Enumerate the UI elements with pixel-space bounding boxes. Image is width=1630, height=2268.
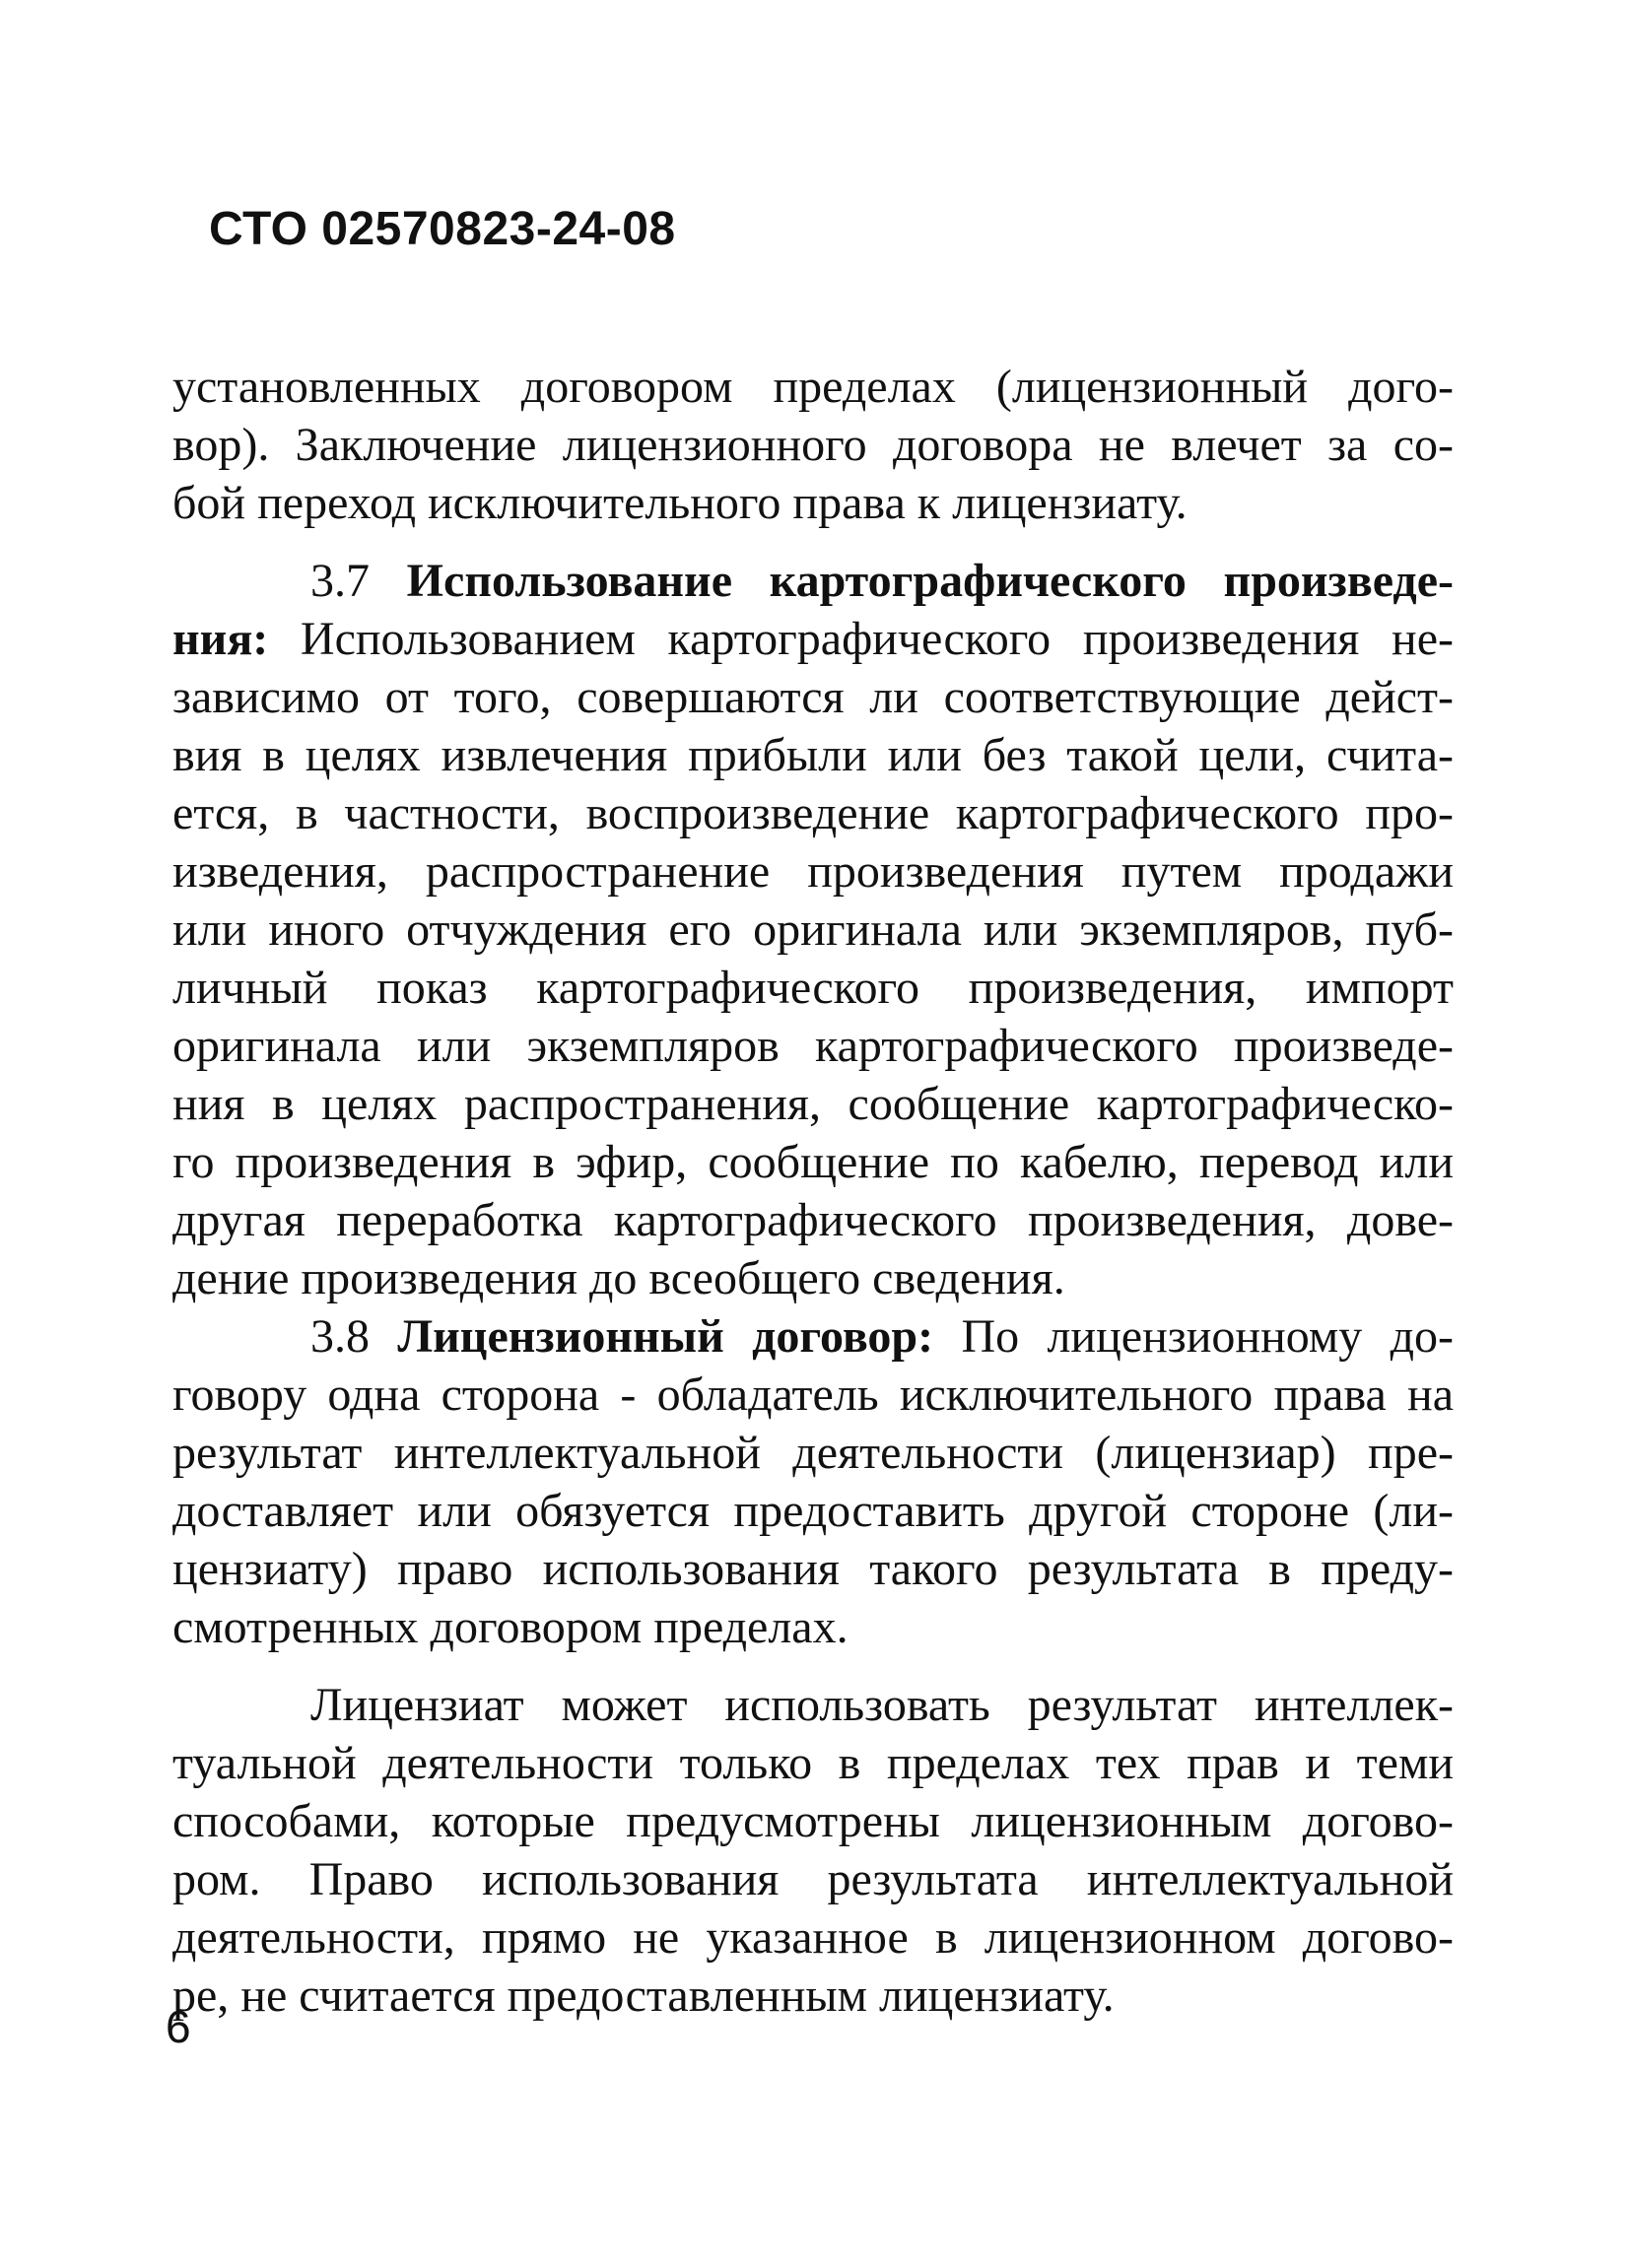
section-3-7-line: личный показ картографического произведения, импорт — [172, 962, 1454, 1014]
section-3-7-line: вия в целях извлечения прибыли или без такой цели, счита- — [172, 729, 1454, 781]
section-3-8-heading-line: 3.8 Лицензионный договор: По лицензионному до- — [310, 1310, 1455, 1363]
paragraph-line: деятельности, прямо не указанное в лицензионном догово- — [172, 1911, 1454, 1964]
paragraph-line: ре, не считается предоставленным лицензиату. — [172, 1969, 1115, 2022]
intro-line: бой переход исключительного права к лицензиату. — [172, 477, 1188, 529]
section-3-8-line: результат интеллектуальной деятельности (лицензиар) пре- — [172, 1427, 1454, 1479]
section-3-7-line: ния в целях распространения, сообщение картографическо- — [172, 1078, 1454, 1130]
page-number: 6 — [166, 2001, 191, 2052]
section-term-end: ния: — [172, 613, 269, 665]
paragraph-line: туальной деятельности только в пределах тех прав и теми — [172, 1737, 1454, 1789]
paragraph-line: способами, которые предусмотрены лицензионным догово- — [172, 1795, 1454, 1847]
section-number: 3.8 — [310, 1310, 370, 1363]
section-term: Лицензионный договор: — [397, 1310, 934, 1363]
document-code: СТО 02570823-24-08 — [209, 203, 676, 255]
intro-line: установленных договором пределах (лицензионный дого- — [172, 361, 1454, 413]
section-3-7-line: ется, в частности, воспроизведение картографического про- — [172, 787, 1454, 839]
section-3-7-line: зависимо от того, совершаются ли соответствующие дейст- — [172, 671, 1454, 723]
section-3-7-line: другая переработка картографического произведения, дове- — [172, 1194, 1454, 1246]
section-3-7-line: или иного отчуждения его оригинала или экземпляров, пуб- — [172, 903, 1454, 956]
section-number: 3.7 — [310, 555, 370, 607]
section-3-7-line: го произведения в эфир, сообщение по кабелю, перевод или — [172, 1136, 1454, 1188]
paragraph-line: ром. Право использования результата интеллектуальной — [172, 1853, 1454, 1905]
section-3-7-line: оригинала или экземпляров картографического произведе- — [172, 1020, 1454, 1072]
document-body — [172, 358, 1454, 2025]
section-3-7-line: изведения, распространение произведения путем продажи — [172, 845, 1454, 898]
section-3-7-line: ния: Использованием картографического произведения не- — [172, 613, 1454, 665]
section-3-8-line: доставляет или обязуется предоставить другой стороне (ли- — [172, 1485, 1454, 1537]
section-3-7-line: дение произведения до всеобщего сведения. — [172, 1252, 1065, 1304]
section-3-8-line: говору одна сторона - обладатель исключительного права на — [172, 1368, 1454, 1421]
intro-line: вор). Заключение лицензионного договора не влечет за со- — [172, 419, 1454, 471]
section-3-7-heading-line — [172, 552, 1454, 610]
section-3-8-line: смотренных договором пределах. — [172, 1601, 849, 1653]
paragraph-line: Лицензиат может использовать результат интеллек- — [310, 1679, 1454, 1731]
section-3-8-line: цензиату) право использования такого результата в преду- — [172, 1543, 1454, 1595]
section-term: Использование картографического произведе- — [406, 555, 1454, 607]
